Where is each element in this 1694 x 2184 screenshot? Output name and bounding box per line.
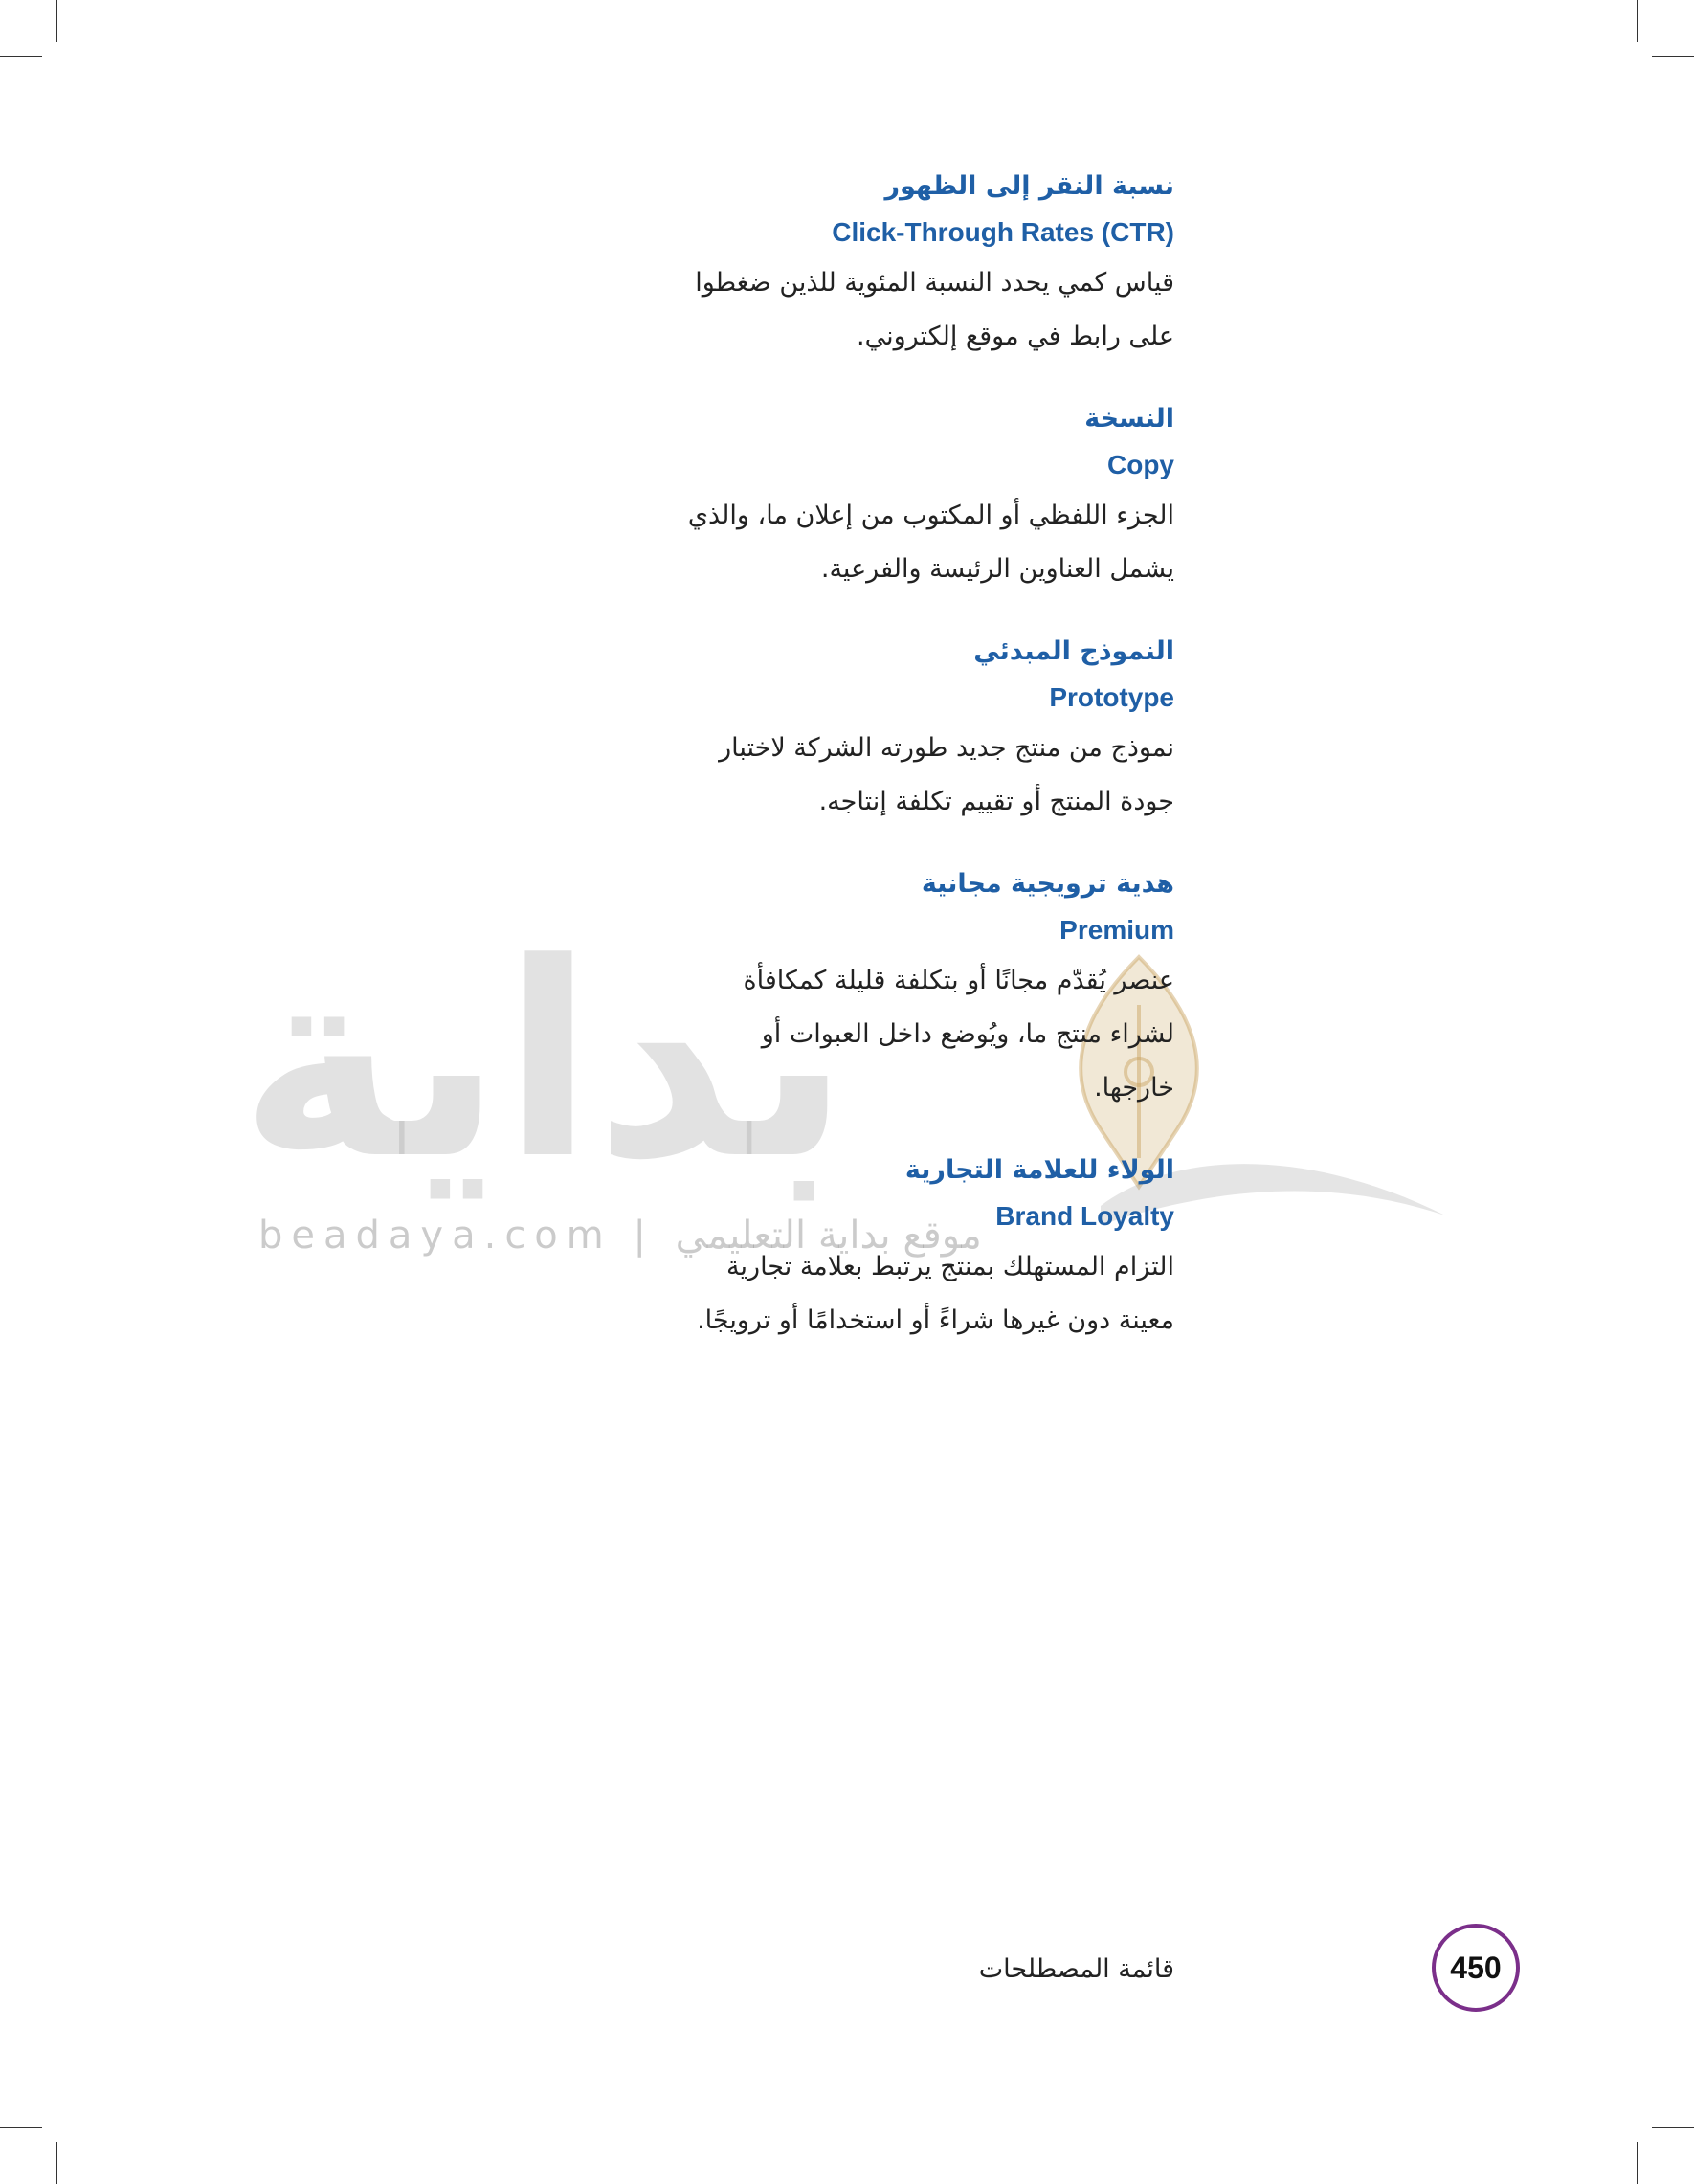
glossary-entry	[677, 395, 1174, 596]
crop-mark	[1637, 2142, 1638, 2184]
section-title: قائمة المصطلحات	[978, 1954, 1174, 1984]
crop-mark	[56, 0, 57, 42]
crop-mark	[56, 2142, 57, 2184]
term-definition: قياس كمي يحدد النسبة المئوية للذين ضغطوا على رابط في موقع إلكتروني.	[695, 268, 1174, 351]
term-english: Prototype	[1049, 682, 1174, 712]
page-number-badge	[1432, 1924, 1520, 2012]
watermark-url: beadaya.com | موقع بداية التعليمي	[258, 1214, 982, 1258]
crop-mark	[0, 56, 42, 57]
watermark-logo: بداية	[239, 906, 850, 1218]
glossary-entry	[677, 1147, 1174, 1348]
term-arabic: النموذج المبدئي	[973, 636, 1174, 666]
glossary-entry	[677, 163, 1174, 364]
glossary-list	[677, 163, 1174, 1379]
crop-mark	[1652, 2127, 1694, 2128]
term-definition: الجزء اللفظي أو المكتوب من إعلان ما، والذي يشمل العناوين الرئيسة والفرعية.	[687, 501, 1174, 584]
term-arabic: هدية ترويجية مجانية	[921, 869, 1174, 899]
glossary-entry	[677, 860, 1174, 1115]
term-english: Premium	[1059, 915, 1174, 945]
term-english: Brand Loyalty	[995, 1201, 1174, 1231]
term-english: Click-Through Rates (CTR)	[832, 217, 1174, 247]
term-arabic: الولاء للعلامة التجارية	[904, 1155, 1174, 1185]
glossary-entry	[677, 628, 1174, 829]
page-number: 450	[1450, 1950, 1502, 1985]
crop-mark	[0, 2127, 42, 2128]
term-definition: التزام المستهلك بمنتج يرتبط بعلامة تجارية معينة دون غيرها شراءً أو استخدامًا أو ترويجًا.	[697, 1252, 1174, 1335]
term-arabic: النسخة	[1084, 404, 1174, 434]
term-english: Copy	[1107, 450, 1174, 479]
crop-mark	[1652, 56, 1694, 57]
crop-mark	[1637, 0, 1638, 42]
term-definition: عنصر يُقدّم مجانًا أو بتكلفة قليلة كمكافأة لشراء منتج ما، ويُوضع داخل العبوات أو خارجها.	[743, 966, 1174, 1103]
term-definition: نموذج من منتج جديد طورته الشركة لاختبار جودة المنتج أو تقييم تكلفة إنتاجه.	[719, 733, 1174, 816]
term-arabic: نسبة النقر إلى الظهور	[884, 171, 1174, 201]
